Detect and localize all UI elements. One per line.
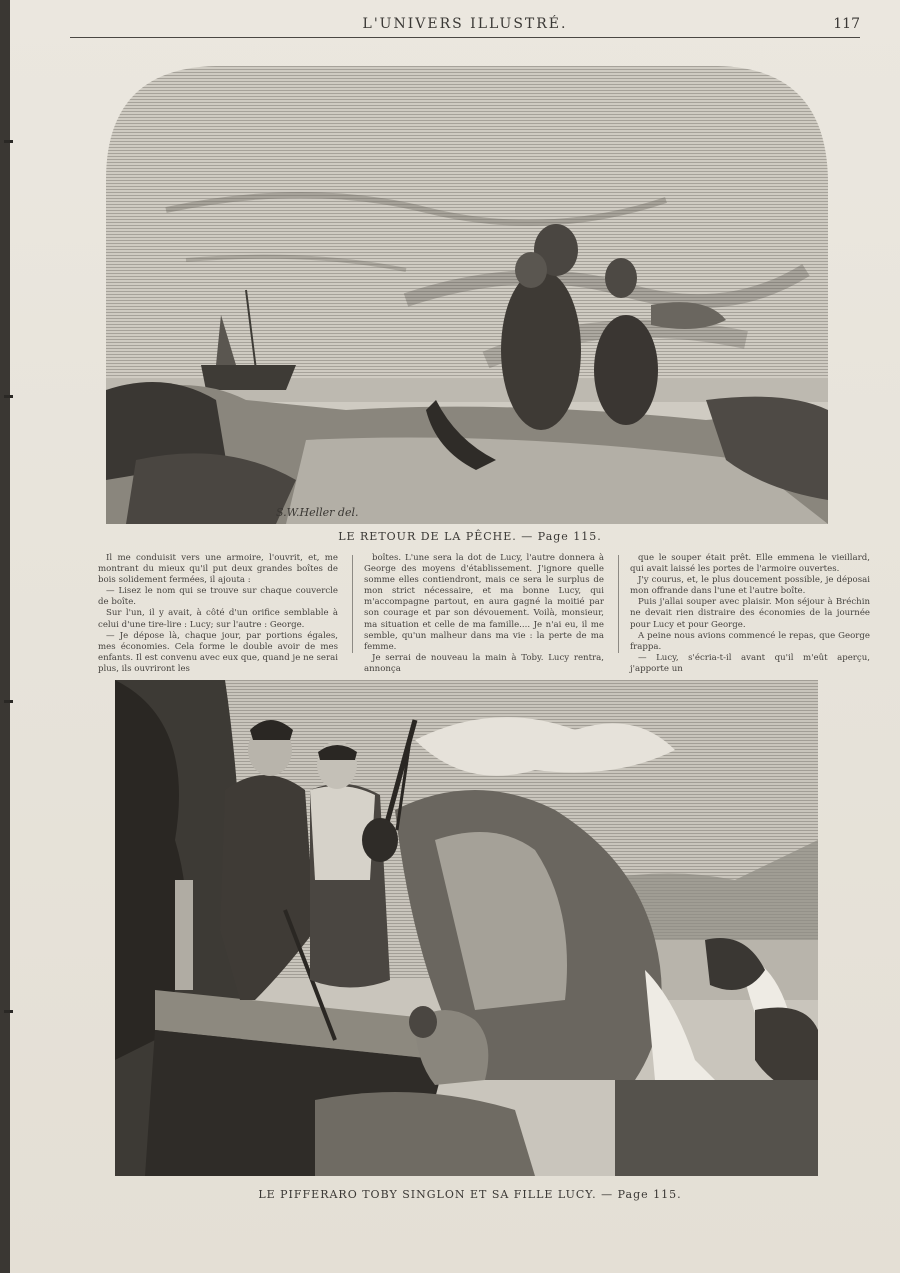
paragraph: A peine nous avions commencé le repas, que George frappa.: [630, 630, 870, 652]
page-number: 117: [833, 16, 860, 32]
binding-stitch: [4, 395, 13, 398]
binding-stitch: [4, 1010, 13, 1013]
paragraph: Sur l'un, il y avait, à côté d'un orifice semblable à celui d'une tire-lire : Lucy; sur l'autre : George.: [98, 608, 338, 630]
engraving-illustration: [106, 60, 828, 524]
paragraph: — Lisez le nom qui se trouve sur chaque couvercle de boîte.: [98, 586, 338, 608]
article-body: [98, 553, 870, 674]
binding-stitch: [4, 140, 13, 143]
column-rule: [618, 555, 619, 653]
figure-caption: LE PIFFERARO TOBY SINGLON ET SA FILLE LUCY. — Page 115.: [258, 1188, 682, 1201]
paragraph: J'y courus, et, le plus doucement possible, je déposai mon offrande dans l'une et l'autre boîte.: [630, 575, 870, 597]
paragraph: que le souper était prêt. Elle emmena le vieillard, qui avait laissé les portes de l'armoire ouvertes.: [630, 553, 870, 575]
paragraph: — Lucy, s'écria-t-il avant qu'il m'eût aperçu, j'apporte un: [630, 652, 870, 674]
engraving-piper-and-daughter: [115, 680, 818, 1176]
masthead-rule: [70, 37, 860, 38]
binding-edge: [0, 0, 10, 1273]
paragraph: Je serrai de nouveau la main à Toby. Lucy rentra, annonça: [364, 652, 604, 674]
engraving-illustration: [115, 680, 818, 1176]
journal-title: L'UNIVERS ILLUSTRÉ.: [362, 16, 568, 32]
paragraph: boîtes. L'une sera la dot de Lucy, l'autre donnera à George des moyens d'établissement. J'ignore quelle somme elles contiendront, mais ce sera le surplus de mon strict nécessaire, et ma bonne Lucy, qui m'accompagne partout, en aura gagné la moitié par son courage et par son dévouement. Voilà, monsieur, ma situation et celle de ma famille.... Je n'ai eu, il me semble, qu'un malheur dans ma vie : la perte de ma femme.: [364, 553, 604, 652]
artist-signature: S.W.Heller del.: [276, 506, 359, 519]
article-column-2: [364, 553, 604, 674]
figure-caption: LE RETOUR DE LA PÊCHE. — Page 115.: [338, 530, 602, 543]
engraving-return-from-fishing: [106, 60, 828, 524]
binding-stitch: [4, 700, 13, 703]
article-column-1: [98, 553, 338, 674]
paragraph: Puis j'allai souper avec plaisir. Mon séjour à Bréchin ne devait rien distraire des économies de la journée pour Lucy et pour George.: [630, 597, 870, 630]
paragraph: — Je dépose là, chaque jour, par portions égales, mes économies. Cela forme le double avoir de mes enfants. Il est convenu avec eux que, quand je ne serai plus, ils ouvriront les: [98, 630, 338, 674]
masthead: [70, 14, 860, 40]
column-rule: [352, 555, 353, 653]
paragraph: Il me conduisit vers une armoire, l'ouvrit, et, me montrant du mieux qu'il put deux grandes boîtes de bois solidement fermées, il ajouta :: [98, 553, 338, 586]
article-column-3: [630, 553, 870, 674]
